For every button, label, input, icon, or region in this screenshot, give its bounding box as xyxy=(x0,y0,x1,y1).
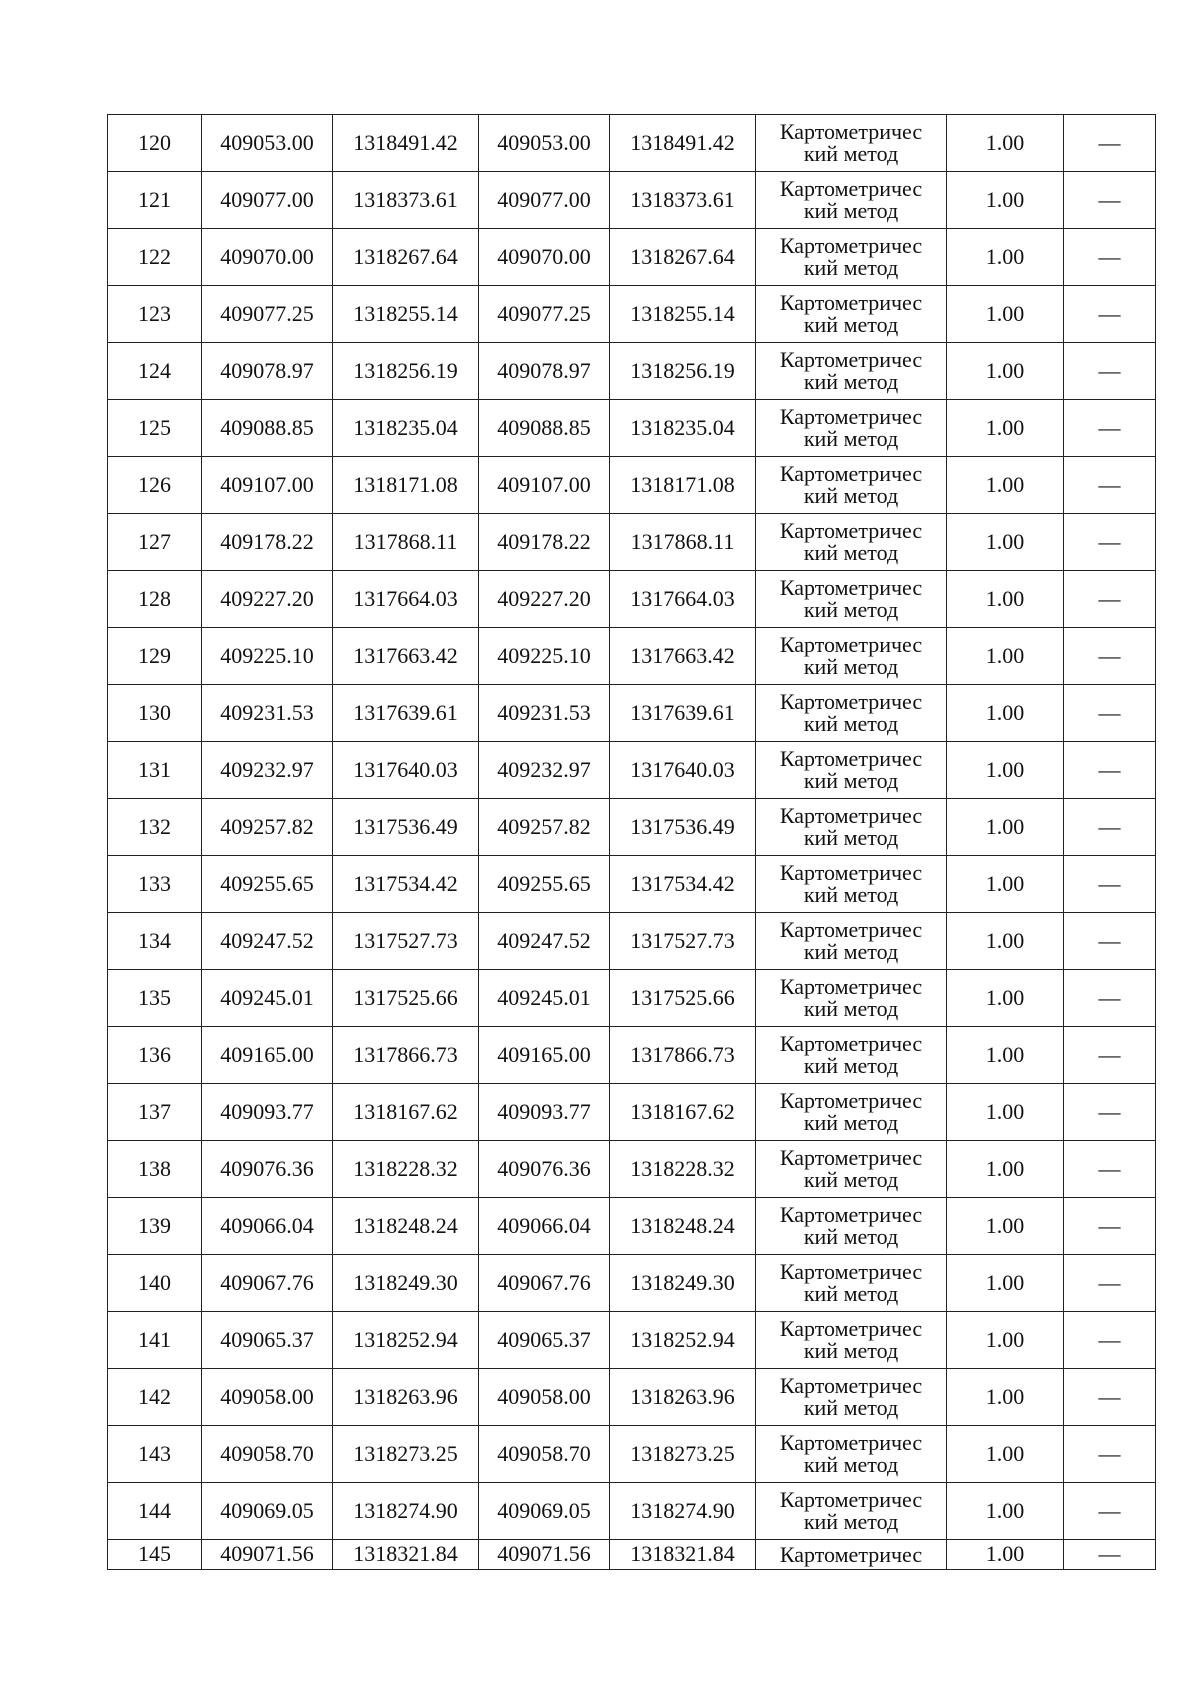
existing-x-cell: 409077.00 xyxy=(202,172,333,229)
existing-y-cell: 1317664.03 xyxy=(333,571,479,628)
new-y-cell: 1317527.73 xyxy=(610,913,756,970)
existing-y-cell: 1318171.08 xyxy=(333,457,479,514)
existing-y-cell: 1318274.90 xyxy=(333,1483,479,1540)
method-line1: Картометричес xyxy=(779,575,923,600)
method-line2: кий метод xyxy=(803,255,899,280)
method-cell xyxy=(756,628,947,685)
method-cell xyxy=(756,1369,947,1426)
method-cell xyxy=(756,970,947,1027)
accuracy-cell: 1.00 xyxy=(947,286,1064,343)
point-number-cell: 141 xyxy=(108,1312,202,1369)
accuracy-cell: 1.00 xyxy=(947,343,1064,400)
new-x-cell: 409225.10 xyxy=(479,628,610,685)
method-cell xyxy=(756,1255,947,1312)
new-y-cell: 1318263.96 xyxy=(610,1369,756,1426)
point-number-cell: 132 xyxy=(108,799,202,856)
existing-x-cell: 409247.52 xyxy=(202,913,333,970)
existing-x-cell: 409178.22 xyxy=(202,514,333,571)
new-x-cell: 409070.00 xyxy=(479,229,610,286)
method-line2: кий метод xyxy=(803,597,899,622)
accuracy-cell: 1.00 xyxy=(947,856,1064,913)
point-number-cell: 145 xyxy=(108,1540,202,1570)
method-line2: кий метод xyxy=(803,882,899,907)
method-cell xyxy=(756,571,947,628)
table-row xyxy=(108,1084,1156,1141)
note-cell: — xyxy=(1064,856,1156,913)
existing-y-cell: 1317640.03 xyxy=(333,742,479,799)
accuracy-cell: 1.00 xyxy=(947,1369,1064,1426)
new-y-cell: 1318274.90 xyxy=(610,1483,756,1540)
table-row xyxy=(108,1540,1156,1570)
table-row xyxy=(108,970,1156,1027)
note-cell: — xyxy=(1064,1540,1156,1570)
point-number-cell: 121 xyxy=(108,172,202,229)
point-number-cell: 131 xyxy=(108,742,202,799)
point-number-cell: 122 xyxy=(108,229,202,286)
existing-x-cell: 409066.04 xyxy=(202,1198,333,1255)
new-y-cell: 1317534.42 xyxy=(610,856,756,913)
table-row xyxy=(108,1312,1156,1369)
note-cell: — xyxy=(1064,514,1156,571)
method-line2: кий метод xyxy=(803,825,899,850)
method-line1: Картометричес xyxy=(779,461,923,486)
existing-y-cell: 1318167.62 xyxy=(333,1084,479,1141)
method-line2: кий метод xyxy=(803,996,899,1021)
existing-y-cell: 1317527.73 xyxy=(333,913,479,970)
existing-y-cell: 1318255.14 xyxy=(333,286,479,343)
method-cell xyxy=(756,1198,947,1255)
point-number-cell: 142 xyxy=(108,1369,202,1426)
table-row xyxy=(108,1483,1156,1540)
new-y-cell: 1317536.49 xyxy=(610,799,756,856)
method-cell xyxy=(756,685,947,742)
new-x-cell: 409231.53 xyxy=(479,685,610,742)
method-line1: Картометричес xyxy=(779,347,923,372)
method-cell xyxy=(756,1084,947,1141)
new-y-cell: 1318267.64 xyxy=(610,229,756,286)
note-cell: — xyxy=(1064,742,1156,799)
accuracy-cell: 1.00 xyxy=(947,913,1064,970)
method-line2: кий метод xyxy=(803,369,899,394)
note-cell: — xyxy=(1064,1255,1156,1312)
existing-x-cell: 409255.65 xyxy=(202,856,333,913)
new-y-cell: 1317640.03 xyxy=(610,742,756,799)
method-cell xyxy=(756,115,947,172)
new-x-cell: 409053.00 xyxy=(479,115,610,172)
table-row xyxy=(108,457,1156,514)
table-row xyxy=(108,172,1156,229)
existing-y-cell: 1317866.73 xyxy=(333,1027,479,1084)
new-y-cell: 1318273.25 xyxy=(610,1426,756,1483)
method-line2: кий метод xyxy=(803,198,899,223)
existing-y-cell: 1317663.42 xyxy=(333,628,479,685)
new-y-cell: 1318252.94 xyxy=(610,1312,756,1369)
note-cell: — xyxy=(1064,1312,1156,1369)
note-cell: — xyxy=(1064,1027,1156,1084)
existing-x-cell: 409107.00 xyxy=(202,457,333,514)
new-x-cell: 409107.00 xyxy=(479,457,610,514)
accuracy-cell: 1.00 xyxy=(947,742,1064,799)
existing-x-cell: 409088.85 xyxy=(202,400,333,457)
existing-y-cell: 1317534.42 xyxy=(333,856,479,913)
point-number-cell: 144 xyxy=(108,1483,202,1540)
existing-y-cell: 1318273.25 xyxy=(333,1426,479,1483)
accuracy-cell: 1.00 xyxy=(947,628,1064,685)
new-y-cell: 1318228.32 xyxy=(610,1141,756,1198)
new-x-cell: 409066.04 xyxy=(479,1198,610,1255)
existing-y-cell: 1318256.19 xyxy=(333,343,479,400)
new-x-cell: 409077.00 xyxy=(479,172,610,229)
method-line1: Картометричес xyxy=(779,1259,923,1284)
accuracy-cell: 1.00 xyxy=(947,172,1064,229)
table-row xyxy=(108,1198,1156,1255)
accuracy-cell: 1.00 xyxy=(947,1540,1064,1570)
existing-y-cell: 1318252.94 xyxy=(333,1312,479,1369)
new-y-cell: 1317868.11 xyxy=(610,514,756,571)
method-cell xyxy=(756,913,947,970)
note-cell: — xyxy=(1064,913,1156,970)
method-line2: кий метод xyxy=(803,768,899,793)
table-row xyxy=(108,1426,1156,1483)
method-cell xyxy=(756,457,947,514)
existing-x-cell: 409093.77 xyxy=(202,1084,333,1141)
method-cell xyxy=(756,742,947,799)
point-number-cell: 135 xyxy=(108,970,202,1027)
point-number-cell: 128 xyxy=(108,571,202,628)
accuracy-cell: 1.00 xyxy=(947,571,1064,628)
accuracy-cell: 1.00 xyxy=(947,457,1064,514)
method-line1: Картометричес xyxy=(779,860,923,885)
existing-y-cell: 1318373.61 xyxy=(333,172,479,229)
new-x-cell: 409178.22 xyxy=(479,514,610,571)
accuracy-cell: 1.00 xyxy=(947,1141,1064,1198)
method-line2: кий метод xyxy=(803,711,899,736)
existing-x-cell: 409227.20 xyxy=(202,571,333,628)
new-y-cell: 1317663.42 xyxy=(610,628,756,685)
new-x-cell: 409255.65 xyxy=(479,856,610,913)
new-x-cell: 409227.20 xyxy=(479,571,610,628)
accuracy-cell: 1.00 xyxy=(947,970,1064,1027)
method-line2: кий метод xyxy=(803,312,899,337)
existing-x-cell: 409257.82 xyxy=(202,799,333,856)
note-cell: — xyxy=(1064,1141,1156,1198)
new-y-cell: 1318171.08 xyxy=(610,457,756,514)
method-line1: Картометричес xyxy=(779,974,923,999)
note-cell: — xyxy=(1064,970,1156,1027)
method-cell xyxy=(756,400,947,457)
existing-x-cell: 409069.05 xyxy=(202,1483,333,1540)
method-line2: кий метод xyxy=(803,1338,899,1363)
new-x-cell: 409088.85 xyxy=(479,400,610,457)
existing-x-cell: 409067.76 xyxy=(202,1255,333,1312)
note-cell: — xyxy=(1064,1483,1156,1540)
point-number-cell: 123 xyxy=(108,286,202,343)
table-row xyxy=(108,742,1156,799)
method-line2: кий метод xyxy=(803,939,899,964)
existing-x-cell: 409231.53 xyxy=(202,685,333,742)
existing-x-cell: 409065.37 xyxy=(202,1312,333,1369)
note-cell: — xyxy=(1064,229,1156,286)
method-line1: Картометричес xyxy=(779,119,923,144)
method-line2: кий метод xyxy=(803,1395,899,1420)
new-y-cell: 1318248.24 xyxy=(610,1198,756,1255)
table-row xyxy=(108,115,1156,172)
note-cell: — xyxy=(1064,1198,1156,1255)
new-x-cell: 409232.97 xyxy=(479,742,610,799)
existing-y-cell: 1318321.84 xyxy=(333,1540,479,1570)
note-cell: — xyxy=(1064,115,1156,172)
accuracy-cell: 1.00 xyxy=(947,1312,1064,1369)
existing-y-cell: 1318491.42 xyxy=(333,115,479,172)
note-cell: — xyxy=(1064,343,1156,400)
method-line2: кий метод xyxy=(803,483,899,508)
method-line1: Картометричес xyxy=(779,233,923,258)
coordinates-table xyxy=(107,114,1156,1570)
point-number-cell: 133 xyxy=(108,856,202,913)
new-y-cell: 1318256.19 xyxy=(610,343,756,400)
method-line1: Картометричес xyxy=(779,1316,923,1341)
new-y-cell: 1317639.61 xyxy=(610,685,756,742)
new-y-cell: 1318321.84 xyxy=(610,1540,756,1570)
method-line2: кий метод xyxy=(803,1224,899,1249)
table-row xyxy=(108,799,1156,856)
method-line2: кий метод xyxy=(803,141,899,166)
new-x-cell: 409077.25 xyxy=(479,286,610,343)
existing-y-cell: 1318249.30 xyxy=(333,1255,479,1312)
new-x-cell: 409093.77 xyxy=(479,1084,610,1141)
existing-y-cell: 1318263.96 xyxy=(333,1369,479,1426)
existing-x-cell: 409070.00 xyxy=(202,229,333,286)
table-row xyxy=(108,343,1156,400)
note-cell: — xyxy=(1064,1084,1156,1141)
note-cell: — xyxy=(1064,457,1156,514)
accuracy-cell: 1.00 xyxy=(947,1027,1064,1084)
note-cell: — xyxy=(1064,400,1156,457)
existing-x-cell: 409058.00 xyxy=(202,1369,333,1426)
method-line1: Картометричес xyxy=(779,917,923,942)
method-line2: кий метод xyxy=(803,426,899,451)
method-line1: Картометричес xyxy=(779,689,923,714)
existing-x-cell: 409077.25 xyxy=(202,286,333,343)
method-line1: Картометричес xyxy=(779,176,923,201)
accuracy-cell: 1.00 xyxy=(947,1255,1064,1312)
new-y-cell: 1317525.66 xyxy=(610,970,756,1027)
existing-x-cell: 409225.10 xyxy=(202,628,333,685)
existing-x-cell: 409053.00 xyxy=(202,115,333,172)
method-cell xyxy=(756,799,947,856)
method-line1: Картометричес xyxy=(779,404,923,429)
method-line1: Картометричес xyxy=(779,518,923,543)
accuracy-cell: 1.00 xyxy=(947,115,1064,172)
method-line2: кий метод xyxy=(803,1110,899,1135)
accuracy-cell: 1.00 xyxy=(947,685,1064,742)
new-y-cell: 1318491.42 xyxy=(610,115,756,172)
point-number-cell: 126 xyxy=(108,457,202,514)
method-cell xyxy=(756,856,947,913)
existing-x-cell: 409076.36 xyxy=(202,1141,333,1198)
point-number-cell: 140 xyxy=(108,1255,202,1312)
method-line2: кий метод xyxy=(803,1053,899,1078)
existing-y-cell: 1318248.24 xyxy=(333,1198,479,1255)
point-number-cell: 138 xyxy=(108,1141,202,1198)
note-cell: — xyxy=(1064,628,1156,685)
method-line2: кий метод xyxy=(803,1452,899,1477)
method-line2: кий метод xyxy=(803,540,899,565)
point-number-cell: 127 xyxy=(108,514,202,571)
note-cell: — xyxy=(1064,685,1156,742)
method-line1: Картометричес xyxy=(779,1202,923,1227)
new-x-cell: 409067.76 xyxy=(479,1255,610,1312)
table-row xyxy=(108,1141,1156,1198)
table-row xyxy=(108,856,1156,913)
new-x-cell: 409078.97 xyxy=(479,343,610,400)
note-cell: — xyxy=(1064,799,1156,856)
table-row xyxy=(108,1369,1156,1426)
new-y-cell: 1318235.04 xyxy=(610,400,756,457)
existing-x-cell: 409071.56 xyxy=(202,1540,333,1570)
new-x-cell: 409076.36 xyxy=(479,1141,610,1198)
new-y-cell: 1318373.61 xyxy=(610,172,756,229)
note-cell: — xyxy=(1064,172,1156,229)
table-row xyxy=(108,229,1156,286)
method-line1: Картометричес xyxy=(779,632,923,657)
method-line2: кий метод xyxy=(803,654,899,679)
table-row xyxy=(108,628,1156,685)
new-x-cell: 409257.82 xyxy=(479,799,610,856)
point-number-cell: 136 xyxy=(108,1027,202,1084)
existing-y-cell: 1318235.04 xyxy=(333,400,479,457)
table-row xyxy=(108,400,1156,457)
existing-x-cell: 409078.97 xyxy=(202,343,333,400)
method-line1: Картометричес xyxy=(779,1373,923,1398)
accuracy-cell: 1.00 xyxy=(947,1426,1064,1483)
new-x-cell: 409071.56 xyxy=(479,1540,610,1570)
method-line2: кий метод xyxy=(803,1509,899,1534)
point-number-cell: 124 xyxy=(108,343,202,400)
new-x-cell: 409058.00 xyxy=(479,1369,610,1426)
method-cell xyxy=(756,229,947,286)
method-line1: Картометричес xyxy=(779,290,923,315)
accuracy-cell: 1.00 xyxy=(947,400,1064,457)
method-line2: кий метод xyxy=(803,1281,899,1306)
table-row xyxy=(108,913,1156,970)
existing-x-cell: 409165.00 xyxy=(202,1027,333,1084)
method-cell xyxy=(756,343,947,400)
new-y-cell: 1317664.03 xyxy=(610,571,756,628)
new-x-cell: 409245.01 xyxy=(479,970,610,1027)
method-cell xyxy=(756,1426,947,1483)
method-line1: Картометричес xyxy=(779,1430,923,1455)
method-line1: Картометричес xyxy=(779,1541,923,1567)
note-cell: — xyxy=(1064,571,1156,628)
table-body xyxy=(108,115,1156,1570)
method-line1: Картометричес xyxy=(779,1088,923,1113)
new-y-cell: 1318249.30 xyxy=(610,1255,756,1312)
method-cell xyxy=(756,1027,947,1084)
existing-y-cell: 1318228.32 xyxy=(333,1141,479,1198)
accuracy-cell: 1.00 xyxy=(947,1198,1064,1255)
method-cell xyxy=(756,286,947,343)
new-y-cell: 1318255.14 xyxy=(610,286,756,343)
method-line1: Картометричес xyxy=(779,1145,923,1170)
existing-y-cell: 1318267.64 xyxy=(333,229,479,286)
existing-y-cell: 1317525.66 xyxy=(333,970,479,1027)
accuracy-cell: 1.00 xyxy=(947,1084,1064,1141)
new-x-cell: 409069.05 xyxy=(479,1483,610,1540)
existing-y-cell: 1317536.49 xyxy=(333,799,479,856)
point-number-cell: 120 xyxy=(108,115,202,172)
method-line1: Картометричес xyxy=(779,746,923,771)
method-line2: кий метод xyxy=(803,1167,899,1192)
table-row xyxy=(108,286,1156,343)
point-number-cell: 137 xyxy=(108,1084,202,1141)
method-line1: Картометричес xyxy=(779,803,923,828)
method-cell xyxy=(756,1540,947,1570)
table-row xyxy=(108,685,1156,742)
table-row xyxy=(108,1255,1156,1312)
accuracy-cell: 1.00 xyxy=(947,514,1064,571)
table-row xyxy=(108,1027,1156,1084)
existing-x-cell: 409232.97 xyxy=(202,742,333,799)
table-row xyxy=(108,514,1156,571)
existing-x-cell: 409058.70 xyxy=(202,1426,333,1483)
point-number-cell: 143 xyxy=(108,1426,202,1483)
method-line1: Картометричес xyxy=(779,1487,923,1512)
point-number-cell: 129 xyxy=(108,628,202,685)
new-x-cell: 409065.37 xyxy=(479,1312,610,1369)
method-cell xyxy=(756,172,947,229)
existing-y-cell: 1317639.61 xyxy=(333,685,479,742)
method-cell xyxy=(756,1141,947,1198)
new-y-cell: 1317866.73 xyxy=(610,1027,756,1084)
method-cell xyxy=(756,1312,947,1369)
point-number-cell: 139 xyxy=(108,1198,202,1255)
new-x-cell: 409058.70 xyxy=(479,1426,610,1483)
method-line1: Картометричес xyxy=(779,1031,923,1056)
accuracy-cell: 1.00 xyxy=(947,1483,1064,1540)
new-y-cell: 1318167.62 xyxy=(610,1084,756,1141)
note-cell: — xyxy=(1064,1369,1156,1426)
table-row xyxy=(108,571,1156,628)
existing-x-cell: 409245.01 xyxy=(202,970,333,1027)
accuracy-cell: 1.00 xyxy=(947,229,1064,286)
method-cell xyxy=(756,514,947,571)
new-x-cell: 409247.52 xyxy=(479,913,610,970)
note-cell: — xyxy=(1064,286,1156,343)
existing-y-cell: 1317868.11 xyxy=(333,514,479,571)
note-cell: — xyxy=(1064,1426,1156,1483)
new-x-cell: 409165.00 xyxy=(479,1027,610,1084)
method-cell xyxy=(756,1483,947,1540)
accuracy-cell: 1.00 xyxy=(947,799,1064,856)
point-number-cell: 134 xyxy=(108,913,202,970)
point-number-cell: 125 xyxy=(108,400,202,457)
point-number-cell: 130 xyxy=(108,685,202,742)
